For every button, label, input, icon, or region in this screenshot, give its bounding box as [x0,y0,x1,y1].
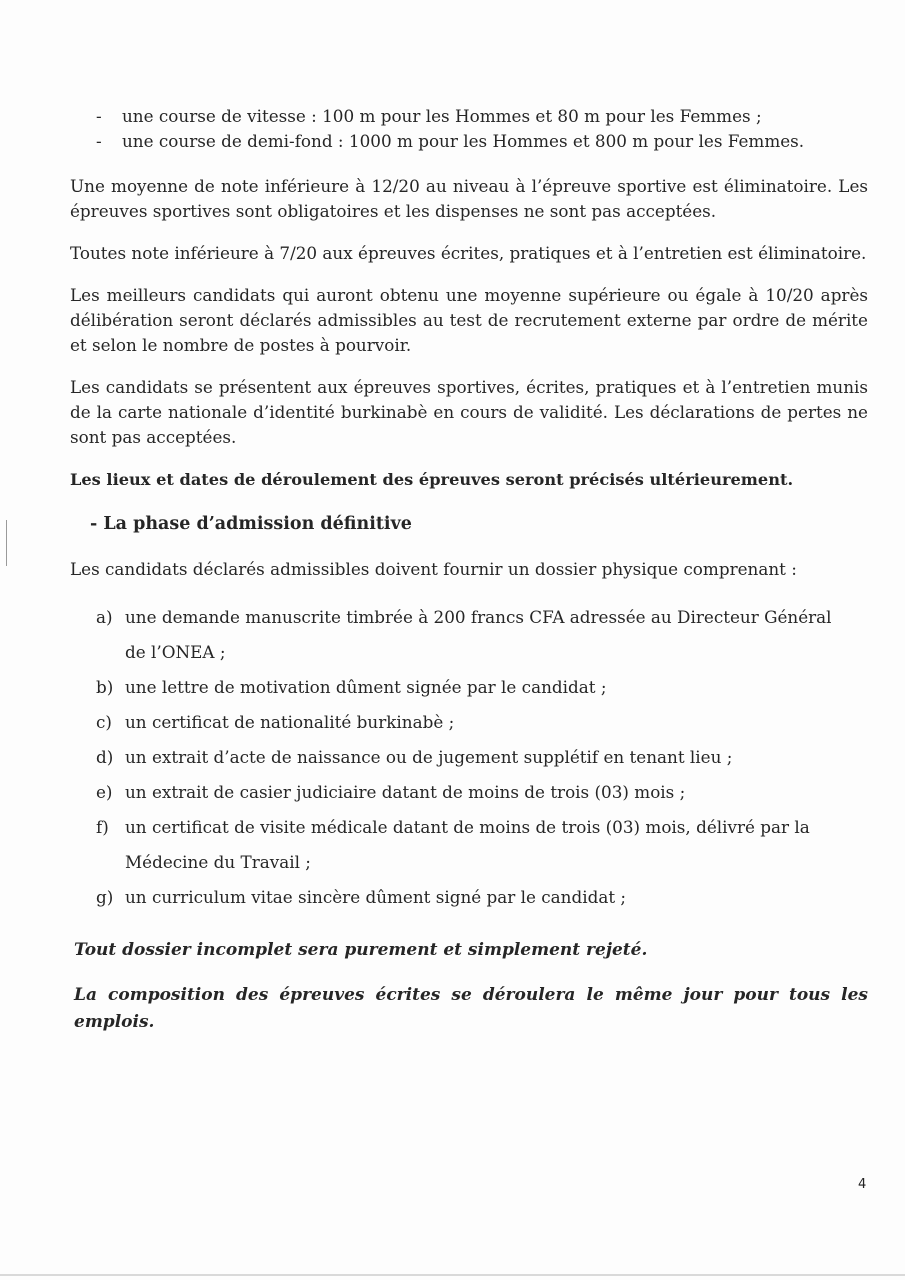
bullet-dash: - [96,131,102,151]
page-number: 4 [858,1177,867,1192]
race-list [70,104,868,154]
list-item [70,880,868,915]
list-item [70,740,868,775]
item-text: un certificat de visite médicale datant de moins de trois (03) mois, délivré par la [125,817,810,837]
item-continuation: de l’ONEA ; [125,642,226,662]
scan-edge-mark [6,520,7,566]
bullet-dash: - [96,106,102,126]
list-item [70,104,868,129]
closing-incomplete-dossier: Tout dossier incomplet sera purement et simplement rejeté. [74,940,648,960]
item-letter: g) [96,887,114,907]
paragraph-admissible-candidates: Les meilleurs candidats qui auront obtenu une moyenne supérieure ou égale à 10/20 après délibération seront déclarés admissibles au test de recrutement externe par ordre de mérite et selon le nombre de postes à pourvoir. [70,285,868,355]
item-continuation: Médecine du Travail ; [125,852,311,872]
list-item [70,705,868,740]
item-text: un extrait d’acte de naissance ou de jugement supplétif en tenant lieu ; [125,747,733,767]
list-item [70,670,868,705]
item-text: une demande manuscrite timbrée à 200 francs CFA adressée au Directeur Général [125,607,832,627]
item-text: un certificat de nationalité burkinabè ; [125,712,455,732]
item-letter: d) [96,747,114,767]
paragraph-locations-dates: Les lieux et dates de déroulement des épreuves seront précisés ultérieurement. [70,470,794,489]
list-item [70,810,868,880]
paragraph-sport-average: Une moyenne de note inférieure à 12/20 au niveau à l’épreuve sportive est éliminatoire. Les épreuves sportives sont obligatoires et les dispenses ne sont pas acceptées. [70,176,868,221]
item-letter: a) [96,607,113,627]
section-heading: - La phase d’admission définitive [90,514,412,534]
bullet-text: une course de vitesse : 100 m pour les Hommes et 80 m pour les Femmes ; [122,106,762,126]
paragraph-identity-card: Les candidats se présentent aux épreuves sportives, écrites, pratiques et à l’entretien munis de la carte nationale d’identité burkinabè en cours de validité. Les déclarations de pertes ne sont pas acceptées. [70,377,868,447]
item-text: un extrait de casier judiciaire datant de moins de trois (03) mois ; [125,782,686,802]
required-documents-list [70,600,868,915]
paragraph-eliminatory-note: Toutes note inférieure à 7/20 aux épreuves écrites, pratiques et à l’entretien est éliminatoire. [70,243,867,263]
list-item [70,600,868,670]
page-content [70,104,868,1054]
section-intro: Les candidats déclarés admissibles doivent fournir un dossier physique comprenant : [70,559,797,579]
item-letter: e) [96,782,113,802]
bullet-text: une course de demi-fond : 1000 m pour les Hommes et 800 m pour les Femmes. [122,131,805,151]
item-letter: b) [96,677,114,697]
item-text: un curriculum vitae sincère dûment signé par le candidat ; [125,887,627,907]
list-item [70,129,868,154]
item-letter: c) [96,712,112,732]
item-letter: f) [96,817,109,837]
item-text: une lettre de motivation dûment signée par le candidat ; [125,677,607,697]
list-item [70,775,868,810]
closing-written-tests: La composition des épreuves écrites se déroulera le même jour pour tous les emplois. [74,985,868,1032]
scan-bottom-edge [0,1274,905,1276]
